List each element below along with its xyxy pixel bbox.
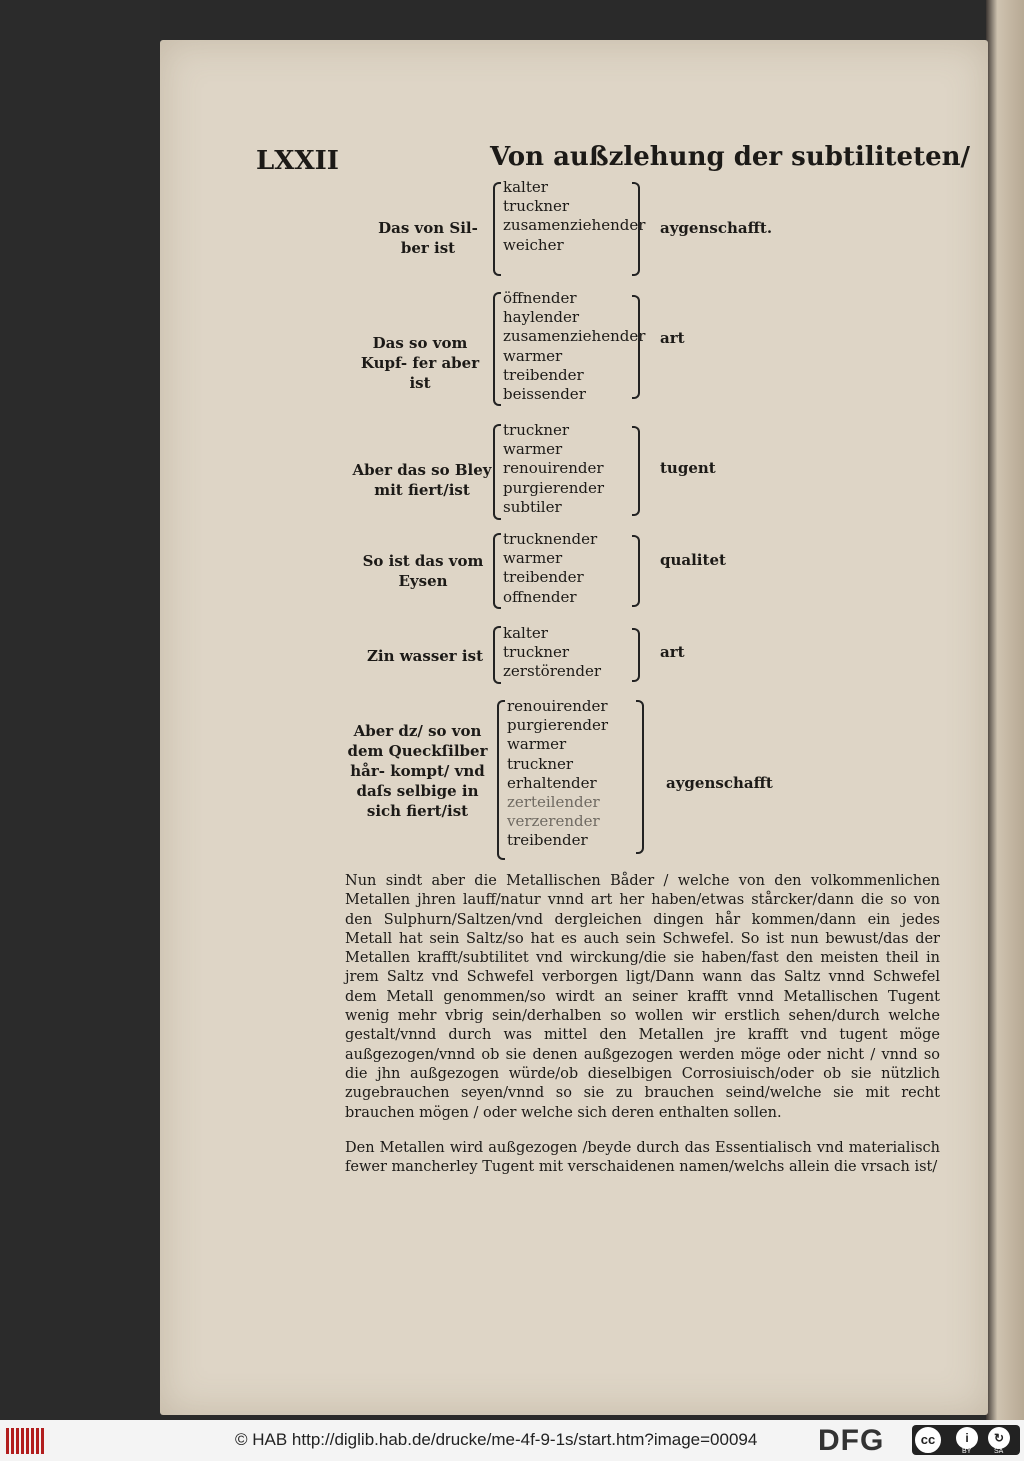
cc-icon: cc xyxy=(914,1426,942,1454)
group-subject: So ist das vom Eysen xyxy=(362,552,484,590)
left-brace xyxy=(497,700,505,860)
right-brace xyxy=(632,535,640,607)
list-item: truckner xyxy=(503,197,570,216)
page-title: Von außzlehung der subtiliteten/ xyxy=(490,142,971,172)
left-brace xyxy=(493,292,501,406)
list-item: truckner xyxy=(503,643,570,662)
list-item: öffnender xyxy=(503,289,577,307)
list-item: beissender xyxy=(503,385,586,404)
viewer-footer xyxy=(0,1420,1024,1461)
group-items xyxy=(503,178,645,255)
group-subject: Aber dz/ so von dem Queckſilber hår- kompt/ vnd daſs selbige in sich fiert/ist xyxy=(347,722,488,820)
group-property: tugent xyxy=(660,459,716,477)
cc-license-badge[interactable] xyxy=(912,1425,1020,1455)
license-by-label: BY xyxy=(962,1448,972,1455)
list-item: subtiler xyxy=(503,497,562,516)
group-items xyxy=(503,530,597,607)
list-item: renouirender xyxy=(507,697,608,715)
right-brace xyxy=(636,700,644,854)
list-item: verzerender xyxy=(507,812,600,831)
group-property: aygenschafft. xyxy=(660,219,773,237)
list-item: warmer xyxy=(503,440,563,459)
group-property: aygenschafft xyxy=(666,774,773,792)
list-item: purgierender xyxy=(503,478,605,497)
list-item: warmer xyxy=(503,549,563,568)
list-item: warmer xyxy=(507,735,567,754)
left-brace xyxy=(493,533,501,609)
body-paragraph: Nun sindt aber die Metallischen Båder / welche von den volkommenlichen Metallen jhren lauff/natur vnnd art her haben/etwas stårcker/dann die so von den Sulphurn/Saltzen/vnd dergleichen dingen hår kommen/dann ein jedes Metall hat sein Saltz/so hat es auch sein Schwefel. So ist nun bewust/das der Metallen krafft/subtilitet vnd wirckung/die sie haben/fast den meisten theil in jrem Saltz vnd Schwefel verborgen ligt/Dann wann das Saltz vnnd Schwefel dem Metall genommen/so wirdt an seiner krafft vnnd Metallischen Tugent wenig mehr vbrig sein/derhalben so wollen wir erstlich sehen/durch welche gestalt/vnnd durch was mittel den Metallen jre krafft vnd tugent möge außgezogen/vnnd ob sie denen außgezogen werden möge oder nicht / vnnd so die jhn außgezogen würde/ob dieselbigen Corrosiuisch/oder ob sie nützlich zugebrauchen seyen/vnnd so sie zu brauchen seind/welche sie mit recht brauchen mögen / oder welche sich deren enthalten sollen. xyxy=(345,873,940,1121)
group-property: art xyxy=(660,329,685,347)
group-items xyxy=(507,697,608,851)
group-property: qualitet xyxy=(660,551,726,569)
list-item: zusamenziehender xyxy=(503,216,646,235)
list-item: zerstörender xyxy=(503,662,602,681)
list-item: offnender xyxy=(503,587,577,606)
right-brace xyxy=(632,182,640,276)
list-item: warmer xyxy=(503,346,563,365)
list-item: treibender xyxy=(503,365,584,384)
scan-background-left xyxy=(0,0,160,1420)
list-item: haylender xyxy=(503,308,580,327)
source-credit-link[interactable]: © HAB http://diglib.hab.de/drucke/me-4f-9-1s/start.htm?image=00094 xyxy=(235,1430,758,1449)
attribution-icon: i xyxy=(956,1427,978,1449)
left-brace xyxy=(493,182,501,276)
license-sa-label: SA xyxy=(994,1448,1004,1455)
share-alike-icon: ↻ xyxy=(988,1427,1010,1449)
group-items xyxy=(503,289,645,404)
library-logo-icon xyxy=(6,1428,50,1454)
list-item: truckner xyxy=(503,421,570,439)
left-brace xyxy=(493,424,501,520)
list-item: weicher xyxy=(503,235,564,254)
adjacent-page-edge xyxy=(986,0,1024,1420)
body-paragraph: Den Metallen wird außgezogen /beyde durch das Essentialisch vnd materialisch fewer mancherley Tugent mit verschaidenen namen/welchs allein die vrsach ist/ xyxy=(345,1140,940,1176)
group-subject: Aber das so Bley mit fiert/ist xyxy=(352,461,492,499)
list-item: renouirender xyxy=(503,459,604,478)
list-item: erhaltender xyxy=(507,773,597,792)
group-subject: Das von Sil- ber ist xyxy=(378,219,478,257)
list-item: treibender xyxy=(503,568,584,587)
list-item: kalter xyxy=(503,624,548,642)
dfg-logo: DFG xyxy=(818,1424,885,1457)
list-item: truckner xyxy=(507,754,574,773)
page-number: LXXII xyxy=(256,146,339,176)
right-brace xyxy=(632,426,640,516)
right-brace xyxy=(632,295,640,399)
group-subject: Zin wasser ist xyxy=(366,647,484,665)
list-item: trucknender xyxy=(503,530,598,548)
list-item: zerteilender xyxy=(507,793,600,812)
list-item: zusamenziehender xyxy=(503,327,646,346)
group-property: art xyxy=(660,643,685,661)
right-brace xyxy=(632,628,640,682)
group-items xyxy=(503,624,601,682)
left-brace xyxy=(493,626,501,684)
list-item: treibender xyxy=(507,831,588,850)
list-item: purgierender xyxy=(507,716,609,735)
group-subject: Das so vom Kupf- fer aber ist xyxy=(360,334,480,392)
group-items xyxy=(503,421,604,517)
list-item: kalter xyxy=(503,178,548,196)
